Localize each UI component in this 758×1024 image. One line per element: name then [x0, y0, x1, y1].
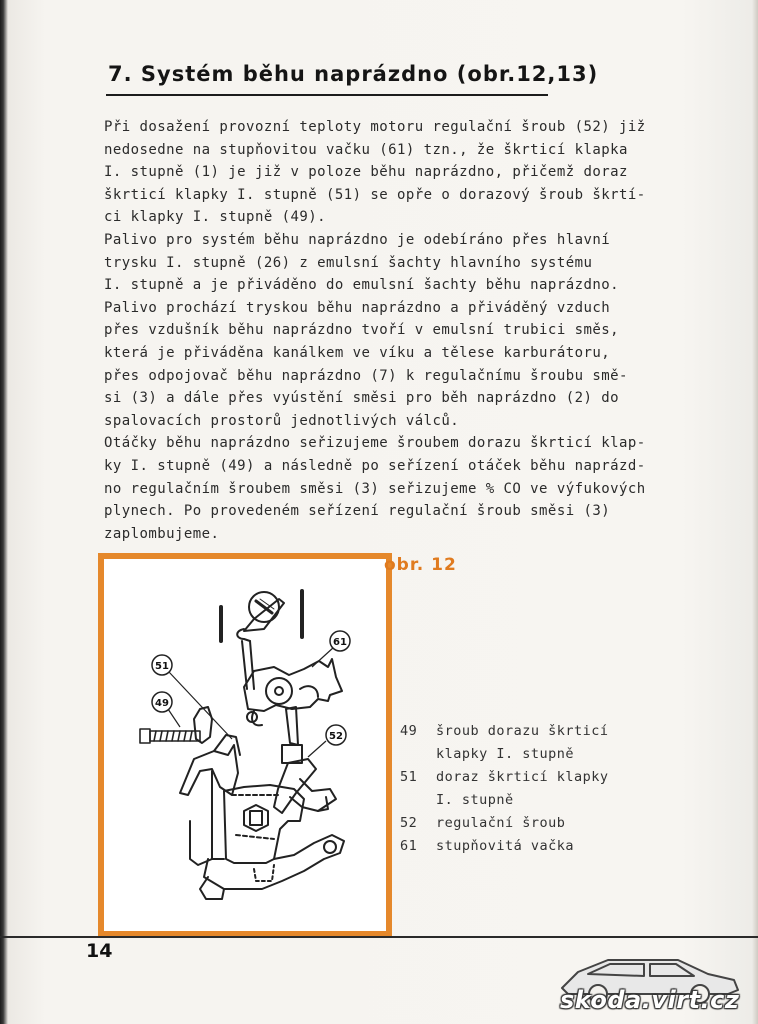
- legend-number: 51: [400, 769, 418, 785]
- legend-number: 52: [400, 815, 418, 831]
- callout-52: 52: [329, 731, 343, 742]
- legend-number: 49: [400, 723, 418, 739]
- legend-description: regulační šroub: [436, 815, 566, 831]
- heading-underline: [106, 94, 548, 96]
- callout-61: 61: [333, 637, 347, 648]
- page-right-edge: [752, 0, 758, 1024]
- section-heading: 7. Systém běhu naprázdno (obr.12,13): [108, 62, 599, 86]
- bottom-rule: [0, 936, 758, 938]
- watermark-text: skoda.virt.cz: [560, 986, 740, 1014]
- figure-legend: [400, 720, 700, 858]
- page-binding-edge: [0, 0, 8, 1024]
- figure-caption: obr. 12: [384, 555, 457, 575]
- legend-item: [400, 812, 700, 835]
- callout-51: 51: [155, 661, 169, 672]
- body-paragraph: Při dosažení provozní teploty motoru regulační šroub (52) již nedosedne na stupňovitou vačku (61) tzn., že škrticí klapka I. stupně (1) je již v poloze běhu naprázdno, přičemž doraz škrticí klapky I. stupně (51) se opře o dorazový šroub škrtí- ci klapky I. stupně (49). Palivo pro systém běhu naprázdno je odebíráno přes hlavní trysku I. stupně (26) z emulsní šachty hlavního systému I. stupně a je přiváděno do emulsní šachty běhu naprázdno. Palivo prochází tryskou běhu naprázdno a přiváděný vzduch přes vzdušník běhu naprázdno tvoří v emulsní trubici směs, která je přiváděna kanálkem ve víku a tělese karburátoru, přes odpojovač běhu naprázdno (7) k regulačnímu šroubu smě- si (3) a dále přes vyústění směsi pro běh naprázdno (2) do spalovacích prostorů jednotlivých válců. Otáčky běhu naprázdno seřizujeme šroubem dorazu škrticí klap- ky I. stupně (49) a následně po seřízení otáček běhu naprázd- no regulačním šroubem směsi (3) seřizujeme % CO ve výfukových plynech. Po provedeném seřízení regulační šroub směsi (3) zaplombujeme.: [104, 119, 646, 542]
- legend-item: [400, 835, 700, 858]
- callout-49: 49: [155, 698, 169, 709]
- page-number: 14: [86, 940, 113, 962]
- legend-description: stupňovitá vačka: [436, 838, 575, 854]
- legend-description: šroub dorazu škrticí klapky I. stupně: [436, 723, 609, 762]
- legend-item: [400, 766, 700, 812]
- legend-item: [400, 720, 700, 766]
- figure-frame: [98, 553, 392, 937]
- legend-description: doraz škrticí klapky I. stupně: [436, 769, 609, 808]
- carburetor-diagram: [104, 559, 386, 931]
- legend-number: 61: [400, 838, 418, 854]
